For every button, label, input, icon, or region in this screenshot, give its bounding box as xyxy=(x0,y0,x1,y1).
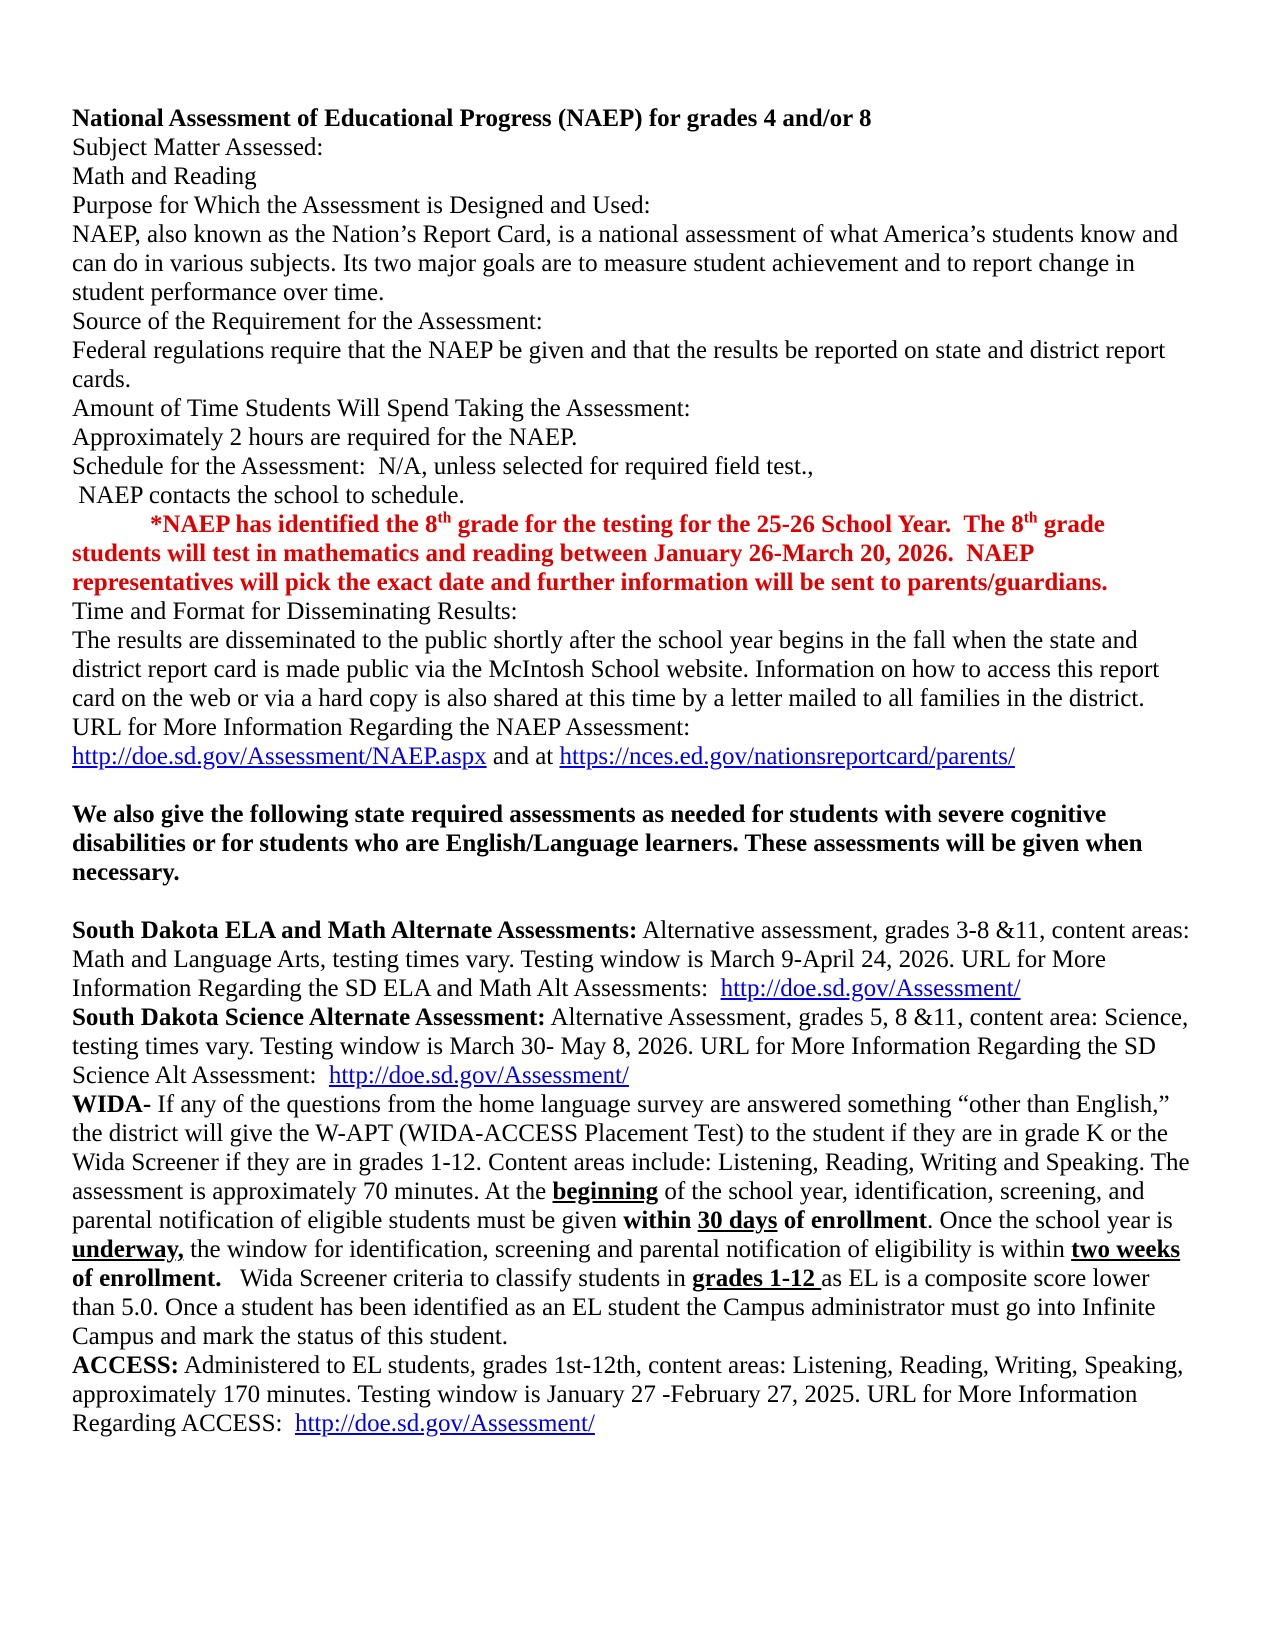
wida xyxy=(72,1090,1196,1351)
source-text xyxy=(72,336,1193,394)
science-alternate xyxy=(72,1003,1193,1090)
naep-title xyxy=(72,104,1193,133)
document-body xyxy=(72,104,1196,1438)
text-run: two weeks xyxy=(1071,1236,1181,1263)
hyperlink[interactable]: http://doe.sd.gov/Assessment/ xyxy=(328,1062,629,1089)
text-run: th xyxy=(437,509,452,527)
text-run: beginning xyxy=(552,1178,659,1205)
text-run: Alternative Assessment, grades 5, 8 &11, content area: Science, testing times vary. Testing window is March 30- May 8, 2026. URL for More Information Regarding the SD Science Alt Assessment: xyxy=(72,1004,1195,1089)
naep-url-label xyxy=(72,713,1193,742)
text-run: Math and Reading xyxy=(72,163,257,190)
text-run: as EL is a composite score lower than 5.0. Once a student has been identified as an EL student the Campus administrator must go into Infinite Campus and mark the status of this student. xyxy=(72,1265,1162,1350)
results-text xyxy=(72,626,1193,713)
text-run: and at xyxy=(486,743,560,770)
text-run: Purpose for Which the Assessment is Designed and Used: xyxy=(72,192,651,219)
text-run: within xyxy=(623,1207,698,1234)
text-run: Alternative assessment, grades 3-8 &11, content areas: Math and Language Arts, testing times vary. Testing window is March 9-April 24, 2026. URL for More Information Regarding the SD ELA and Math Alt Assessments: xyxy=(72,917,1196,1002)
source-label xyxy=(72,307,1193,336)
text-run: th xyxy=(1023,509,1038,527)
text-run: Schedule for the Assessment: N/A, unless selected for required field test., xyxy=(72,453,814,480)
text-run: grades 1-12 xyxy=(692,1265,822,1292)
purpose-text xyxy=(72,220,1193,307)
text-run: underway, xyxy=(72,1236,184,1263)
text-run: *NAEP has identified the 8 xyxy=(150,511,438,538)
hyperlink[interactable]: http://doe.sd.gov/Assessment/NAEP.aspx xyxy=(72,743,487,770)
hyperlink[interactable]: http://doe.sd.gov/Assessment/ xyxy=(294,1410,595,1437)
schedule-label xyxy=(72,452,1193,481)
purpose-label xyxy=(72,191,1193,220)
text-run: NAEP contacts the school to schedule. xyxy=(72,482,465,509)
naep-red-notice xyxy=(72,510,1193,597)
text-run: National Assessment of Educational Progress (NAEP) for grades 4 and/or 8 xyxy=(72,105,872,132)
text-run: of enrollment. xyxy=(72,1236,1187,1292)
time-amount-value xyxy=(72,423,1193,452)
text-run: We also give the following state required assessments as needed for students with severe cognitive disabilities or for students who are English/Language learners. These assessments will be given when necessary. xyxy=(72,801,1149,886)
state-required-intro xyxy=(72,800,1193,887)
text-run: Source of the Requirement for the Assessment: xyxy=(72,308,543,335)
text-run: Federal regulations require that the NAEP be given and that the results be reported on state and district report cards. xyxy=(72,337,1172,393)
text-run: Time and Format for Disseminating Results: xyxy=(72,598,518,625)
text-run: NAEP, also known as the Nation’s Report Card, is a national assessment of what America’s students know and can do in various subjects. Its two major goals are to measure student achievement and to report change in student performance over time. xyxy=(72,221,1185,306)
ela-math-alternate xyxy=(72,916,1196,1003)
text-run: WIDA- xyxy=(72,1091,152,1118)
text-run: Administered to EL students, grades 1st-12th, content areas: Listening, Reading, Writing, Speaking, approximately 170 minutes. Testing window is January 27 -February 27, 2025. URL for More Information Regarding ACCESS: xyxy=(72,1352,1190,1437)
access xyxy=(72,1351,1193,1438)
text-run: South Dakota Science Alternate Assessment: xyxy=(72,1004,546,1031)
text-run: grade students will test in mathematics and reading between January 26-March 20, 2026. NAEP representatives will pick the exact date and further information will be sent to parents/guardians. xyxy=(72,511,1112,596)
text-run: Subject Matter Assessed: xyxy=(72,134,324,161)
text-run: the window for identification, screening and parental notification of eligibility is within xyxy=(183,1236,1072,1263)
text-run: grade for the testing for the 25-26 School Year. The 8 xyxy=(451,511,1024,538)
text-run: South Dakota ELA and Math Alternate Assessments: xyxy=(72,917,638,944)
subject-matter-label xyxy=(72,133,1193,162)
text-run: URL for More Information Regarding the NAEP Assessment: xyxy=(72,714,691,741)
text-run: ACCESS: xyxy=(72,1352,179,1379)
text-run: of enrollment xyxy=(777,1207,928,1234)
text-run: of the school year, identification, screening, and parental notification of eligible students must be given xyxy=(72,1178,1151,1234)
subject-matter-value xyxy=(72,162,1193,191)
text-run: If any of the questions from the home language survey are answered something “other than English,” the district will give the W-APT (WIDA-ACCESS Placement Test) to the student if they are in grade K or the Wida Screener if they are in grades 1-12. Content areas include: Listening, Reading, Writing and Speaking. The assessment is approximately 70 minutes. At the xyxy=(72,1091,1196,1205)
naep-url-links xyxy=(72,742,1193,771)
text-run: Amount of Time Students Will Spend Taking the Assessment: xyxy=(72,395,691,422)
time-amount-label xyxy=(72,394,1193,423)
text-run: 30 days xyxy=(697,1207,778,1234)
text-run: . Once the school year is xyxy=(927,1207,1180,1234)
text-run: Approximately 2 hours are required for the NAEP. xyxy=(72,424,578,451)
text-run: Wida Screener criteria to classify students in xyxy=(221,1265,693,1292)
hyperlink[interactable]: https://nces.ed.gov/nationsreportcard/parents/ xyxy=(559,743,1015,770)
schedule-continuation xyxy=(72,481,1193,510)
text-run: The results are disseminated to the public shortly after the school year begins in the fall when the state and district report card is made public via the McIntosh School website. Information on how to access this report card on the web or via a hard copy is also shared at this time by a letter mailed to all families in the district. xyxy=(72,627,1166,712)
results-label xyxy=(72,597,1193,626)
hyperlink[interactable]: http://doe.sd.gov/Assessment/ xyxy=(720,975,1021,1002)
